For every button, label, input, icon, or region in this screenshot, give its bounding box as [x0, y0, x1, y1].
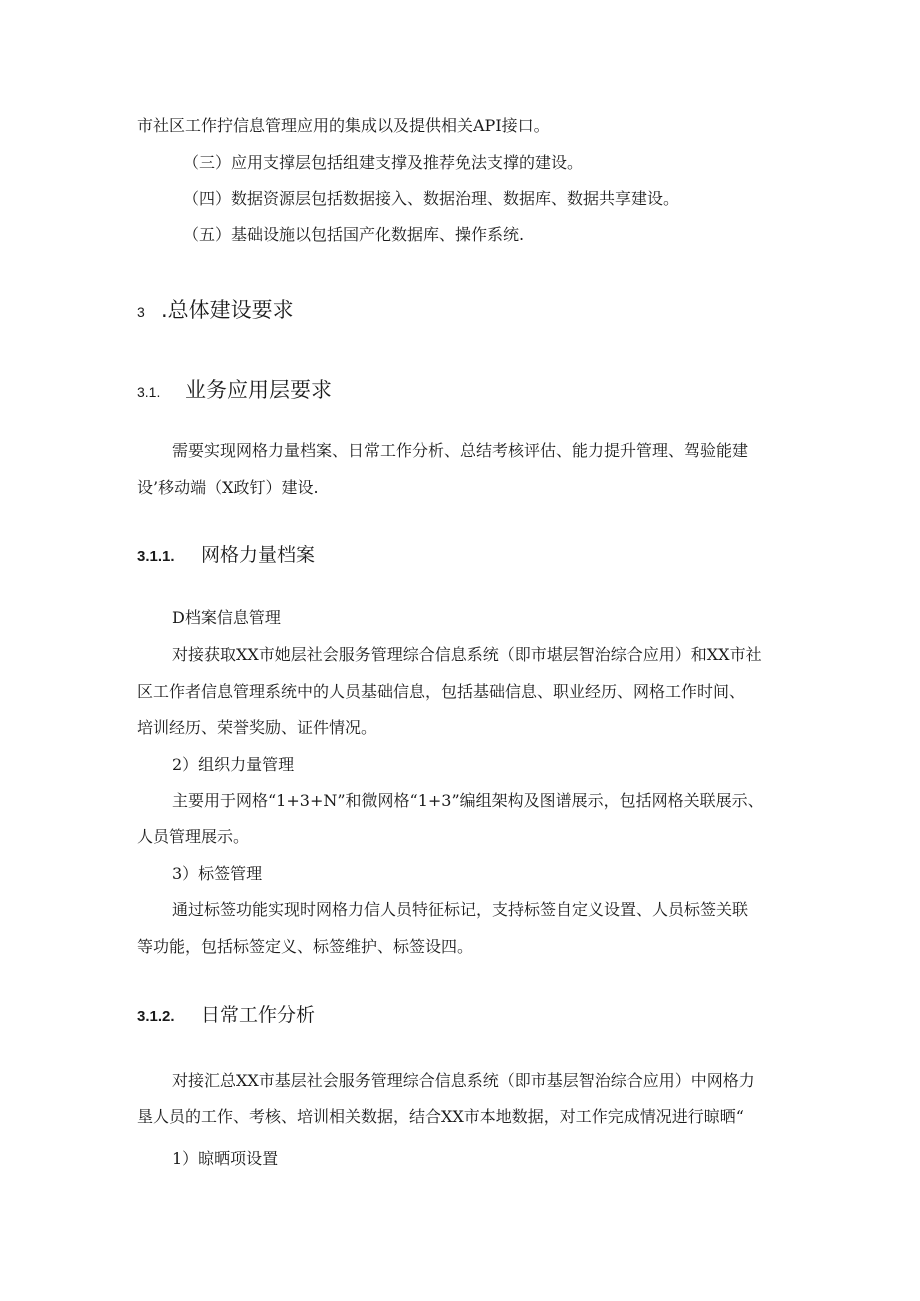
paragraph-line: （三）应用支撑层包括组建支撑及推荐免法支撑的建设。 [183, 153, 584, 172]
paragraph-line: 人员管理展示。 [137, 827, 250, 846]
paragraph-line: 设’移动端（X政钉）建设. [137, 478, 319, 497]
subsubsection-number: 3.1.1. [137, 548, 175, 565]
paragraph-line: 培训经历、荣誉奖励、证件情况。 [137, 718, 378, 737]
subsection-heading [137, 376, 332, 406]
subsubsection-title: 网格力量档案 [201, 544, 316, 566]
section-number: 3 [137, 304, 145, 320]
subsubsection-number: 3.1.2. [137, 1008, 175, 1025]
section-heading [137, 296, 294, 326]
list-item-label: 2）组织力量管理 [172, 755, 295, 774]
paragraph-line: 通过标签功能实现时网格力信人员特征标记，支持标签自定义设置、人员标签关联 [172, 900, 749, 919]
subsubsection-heading [137, 1002, 315, 1030]
paragraph-line: 等功能，包括标签定义、标签维护、标签设四。 [137, 937, 474, 956]
paragraph-line: （四）数据资源层包括数据接入、数据治理、数据库、数据共享建设。 [183, 189, 680, 208]
paragraph-line: 区工作者信息管理系统中的人员基础信息，包括基础信息、职业经历、网格工作时间、 [137, 682, 746, 701]
list-item-label: 1）晾晒项设置 [172, 1149, 279, 1168]
paragraph-line: 需要实现网格力量档案、日常工作分析、总结考核评估、能力提升管理、驾验能建 [172, 441, 749, 460]
section-title: .总体建设要求 [161, 298, 294, 322]
subsubsection-title: 日常工作分析 [201, 1004, 316, 1026]
paragraph-line: 对接汇总XX市基层社会服务管理综合信息系统（即市基层智治综合应用）中网格力 [172, 1071, 755, 1090]
subsection-number: 3.1. [137, 384, 161, 400]
paragraph-line: 对接获取XX市她层社会服务管理综合信息系统（即市堪层智治综合应用）和XX市社 [172, 645, 762, 664]
list-item-label: D档案信息管理 [172, 608, 281, 627]
paragraph-line: 市社区工作拧信息管理应用的集成以及提供相关API接口。 [137, 116, 550, 135]
paragraph-line: （五）基础设施以包括国产化数据库、操作系统. [183, 225, 525, 244]
subsection-title: 业务应用层要求 [185, 378, 332, 402]
list-item-label: 3）标签管理 [172, 864, 263, 883]
paragraph-line: 主要用于网格“1+3+N”和微网格“1+3”编组架构及图谱展示，包括网格关联展示、 [172, 791, 764, 810]
subsubsection-heading [137, 542, 315, 570]
paragraph-line: 垦人员的工作、考核、培训相关数据，结合XX市本地数据，对工作完成情况进行晾晒“ [137, 1107, 744, 1126]
